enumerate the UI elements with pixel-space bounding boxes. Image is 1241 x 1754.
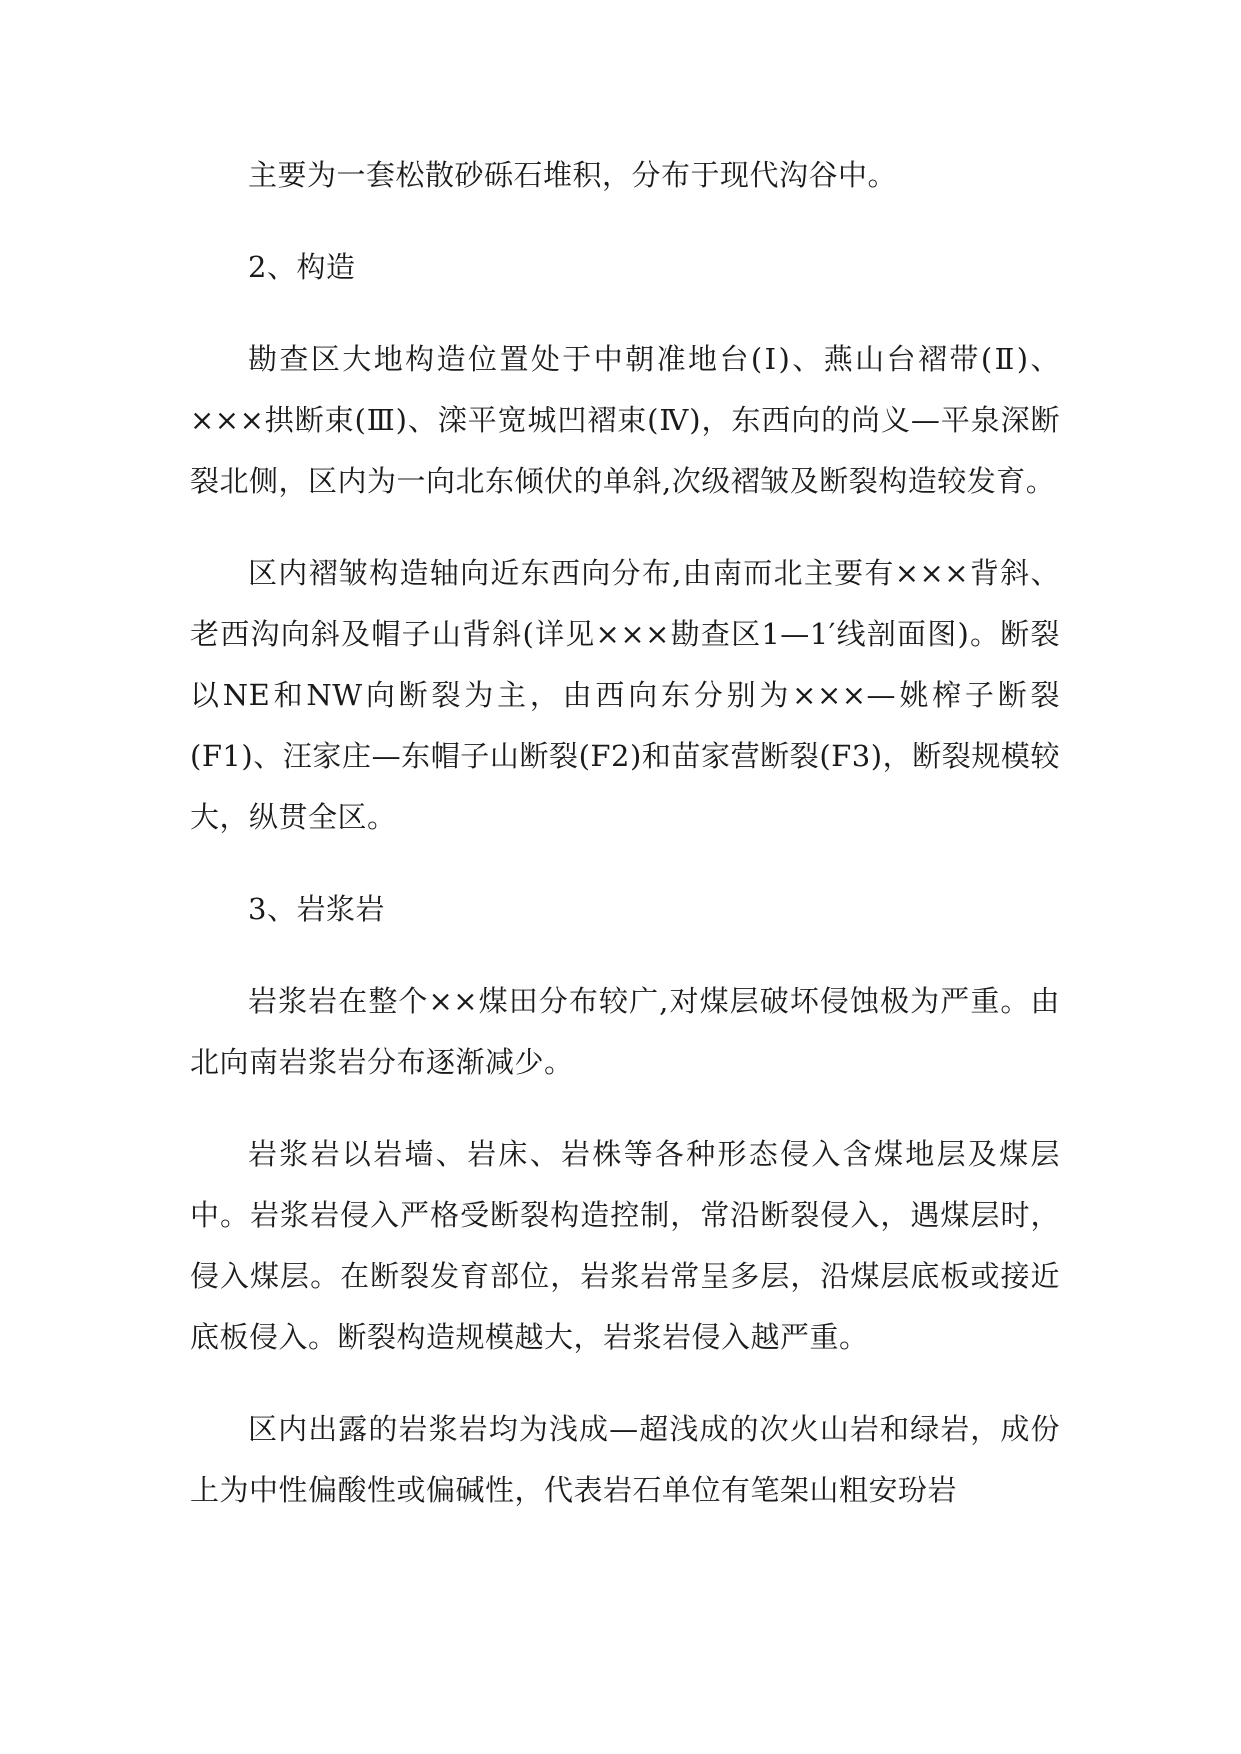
- paragraph-tectonic-position: 勘查区大地构造位置处于中朝准地台(Ⅰ)、燕山台褶带(Ⅱ)、×××拱断束(Ⅲ)、滦平宽城凹褶束(Ⅳ)，东西向的尚义—平泉深断裂北侧，区内为一向北东倾伏的单斜,次级褶皱及断裂构造较发育。: [190, 342, 1060, 498]
- paragraph-gravel-deposit: 主要为一套松散砂砾石堆积，分布于现代沟谷中。: [248, 158, 898, 192]
- paragraph-magmatic-distribution: 岩浆岩在整个××煤田分布较广,对煤层破坏侵蚀极为严重。由北向南岩浆岩分布逐渐减少。: [190, 984, 1060, 1079]
- document-page: [190, 145, 1060, 1521]
- paragraph-magmatic-intrusion: 岩浆岩以岩墙、岩床、岩株等各种形态侵入含煤地层及煤层中。岩浆岩侵入严格受断裂构造控制，常沿断裂侵入，遇煤层时，侵入煤层。在断裂发育部位，岩浆岩常呈多层，沿煤层底板或接近底板侵入。断裂构造规模越大，岩浆岩侵入越严重。: [190, 1137, 1060, 1354]
- paragraph-exposed-magmatic-rock: 区内出露的岩浆岩均为浅成—超浅成的次火山岩和绿岩，成份上为中性偏酸性或偏碱性，代表岩石单位有笔架山粗安玢岩: [190, 1412, 1060, 1507]
- section-heading-structure: 2、构造: [248, 250, 356, 284]
- paragraph-folds-faults: 区内褶皱构造轴向近东西向分布,由南而北主要有×××背斜、老西沟向斜及帽子山背斜(详见×××勘查区1—1′线剖面图)。断裂以NE和NW向断裂为主，由西向东分别为×××—姚榨子断裂(F1)、汪家庄—东帽子山断裂(F2)和苗家营断裂(F3)，断裂规模较大，纵贯全区。: [190, 556, 1060, 834]
- section-heading-magmatic-rock: 3、岩浆岩: [248, 892, 385, 926]
